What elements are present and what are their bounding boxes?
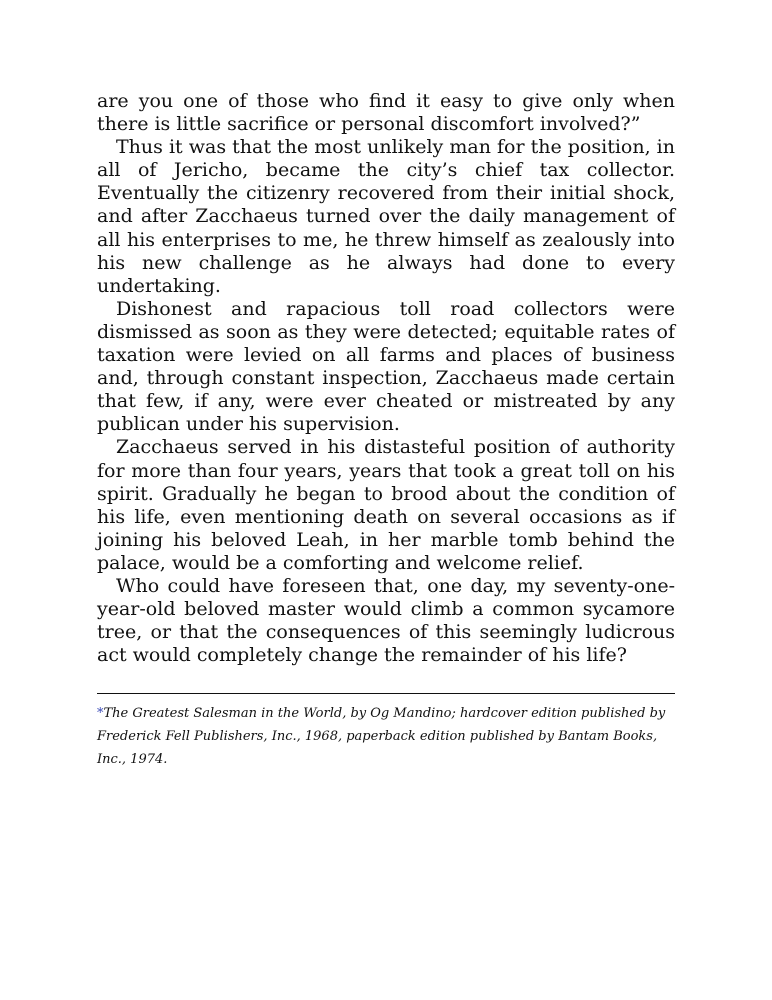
paragraph-4: Zacchaeus served in his distasteful position of authority for more than four years, years that took a great toll on his spirit. Gradually he began to brood about the condition of his life, even mentioning death on several occasions as if joining his beloved Leah, in her marble tomb behind the palace, would be a comforting and welcome relief. xyxy=(97,436,675,574)
footnote-marker[interactable]: * xyxy=(97,706,104,722)
footnote-text: The Greatest Salesman in the World, by Og Mandino; hardcover edition published by Frederick Fell Publishers, Inc., 1968, paperback edition published by Bantam Books, Inc., 1974. xyxy=(97,706,666,768)
footnote-divider xyxy=(97,693,675,694)
page-content xyxy=(97,90,675,771)
footnote xyxy=(97,702,675,771)
paragraph-2: Thus it was that the most unlikely man for the position, in all of Jericho, became the city’s chief tax collector. Eventually the citizenry recovered from their initial shock, and after Zacchaeus turned over the daily management of all his enterprises to me, he threw himself as zealously into his new challenge as he always had done to every undertaking. xyxy=(97,136,675,297)
paragraph-3: Dishonest and rapacious toll road collectors were dismissed as soon as they were detected; equitable rates of taxation were levied on all farms and places of business and, through constant inspection, Zacchaeus made certain that few, if any, were ever cheated or mistreated by any publican under his supervision. xyxy=(97,297,675,436)
paragraph-1: are you one of those who find it easy to give only when there is little sacrifice or personal discomfort involved?” xyxy=(97,90,675,136)
paragraph-5: Who could have foreseen that, one day, my seventy-one-year-old beloved master would climb a common sycamore tree, or that the consequences of this seemingly ludicrous act would completely change the remainder of his life? xyxy=(97,574,675,667)
